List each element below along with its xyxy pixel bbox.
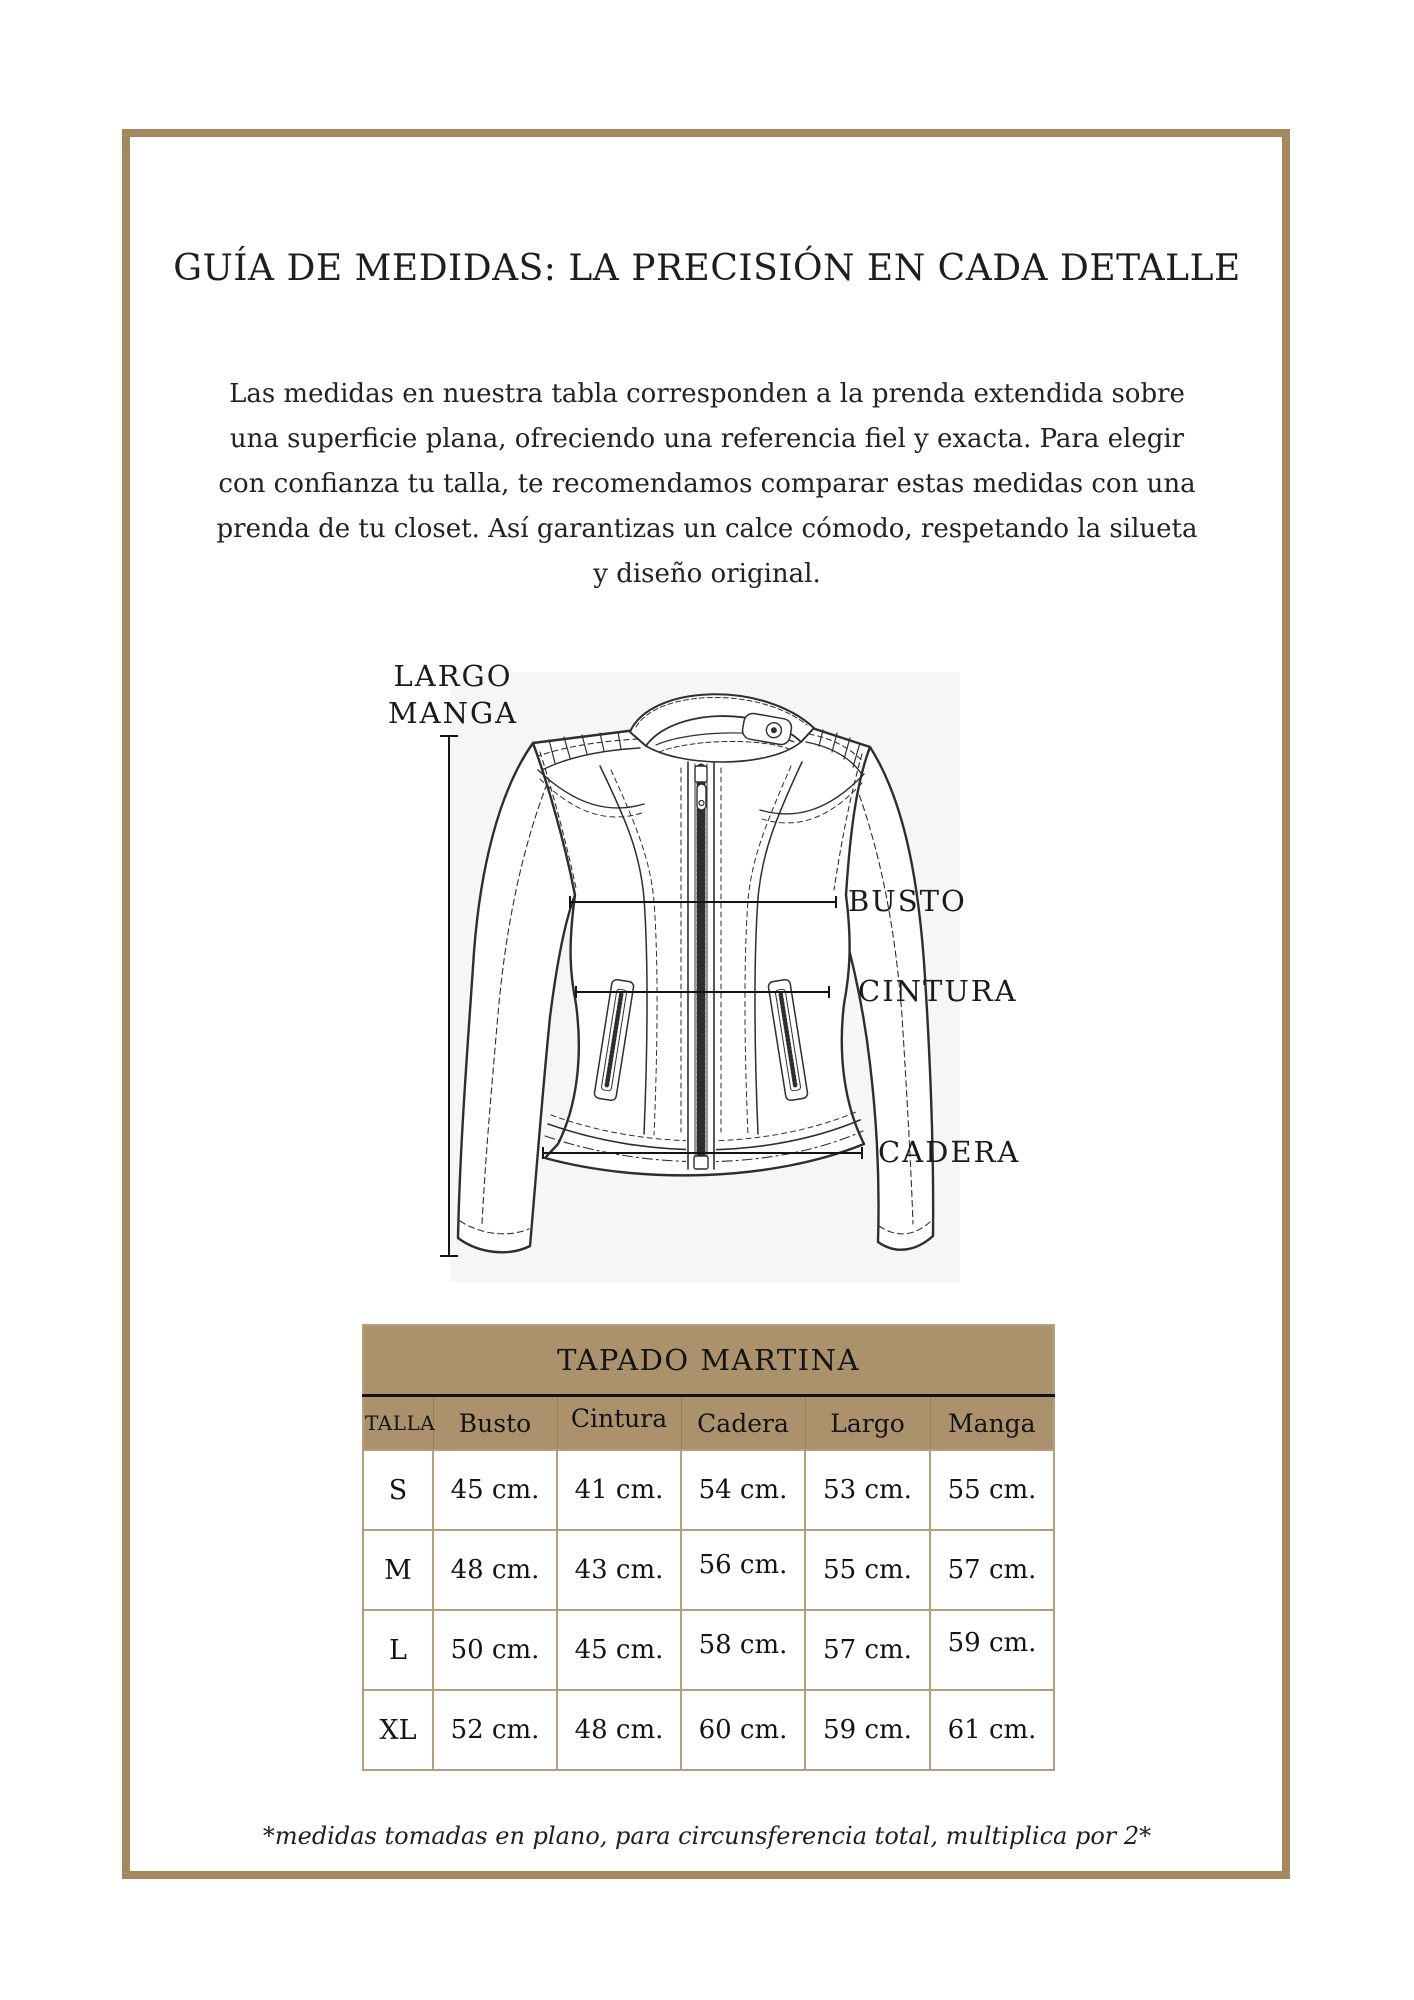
size-row-m [363,1530,1054,1610]
size-cell: 45 cm. [557,1610,681,1690]
col-header-busto: Busto [433,1396,557,1451]
size-table-title-row [363,1325,1054,1396]
size-cell: 53 cm. [805,1450,930,1530]
size-row-s [363,1450,1054,1530]
sleeve-length-label-line1: LARGO [393,659,513,693]
size-cell: 48 cm. [557,1690,681,1770]
intro-line-4: prenda de tu closet. Así garantizas un calce cómodo, respetando la silueta [216,514,1198,544]
page-title: GUÍA DE MEDIDAS: LA PRECISIÓN EN CADA DETALLE [173,248,1241,289]
col-header-cintura: Cintura [557,1396,681,1451]
size-cell: 50 cm. [433,1610,557,1690]
bust-measure-line [569,901,837,903]
size-cell: 55 cm. [930,1450,1054,1530]
size-cell: 59 cm. [805,1690,930,1770]
intro-line-1: Las medidas en nuestra tabla corresponden a la prenda extendida sobre [229,379,1185,409]
jacket-center-zipper [681,762,721,1169]
size-cell: 52 cm. [433,1690,557,1770]
waist-label: CINTURA [858,974,1018,1008]
size-cell: 54 cm. [681,1450,805,1530]
size-cell: 55 cm. [805,1530,930,1610]
size-table [362,1324,1055,1771]
size-cell: L [363,1610,433,1690]
size-cell: 43 cm. [557,1530,681,1610]
size-row-l [363,1610,1054,1690]
col-header-talla: TALLA [363,1396,433,1451]
col-header-largo: Largo [805,1396,930,1451]
size-cell: 41 cm. [557,1450,681,1530]
size-cell: 57 cm. [930,1530,1054,1610]
size-cell: M [363,1530,433,1610]
col-header-manga: Manga [930,1396,1054,1451]
size-table-title: TAPADO MARTINA [363,1325,1054,1396]
footnote: *medidas tomadas en plano, para circunsferencia total, multiplica por 2* [262,1822,1152,1850]
size-cell: S [363,1450,433,1530]
size-cell: 59 cm. [930,1610,1054,1690]
intro-line-2: una superficie plana, ofreciendo una referencia fiel y exacta. Para elegir [229,424,1185,454]
intro-paragraph [0,372,1414,597]
col-header-cadera: Cadera [681,1396,805,1451]
size-cell: 57 cm. [805,1610,930,1690]
bust-label: BUSTO [848,884,967,918]
sleeve-length-label-line2: MANGA [387,696,519,730]
intro-line-3: con confianza tu talla, te recomendamos comparar estas medidas con una [218,469,1196,499]
size-cell: 45 cm. [433,1450,557,1530]
size-table-header-row [363,1396,1054,1451]
size-cell: 61 cm. [930,1690,1054,1770]
hip-measure-line [542,1152,863,1154]
sleeve-length-measure-line [448,735,450,1257]
size-cell: 48 cm. [433,1530,557,1610]
size-cell: XL [363,1690,433,1770]
size-cell: 60 cm. [681,1690,805,1770]
hip-label: CADERA [878,1135,1021,1169]
size-cell: 58 cm. [681,1610,805,1690]
sleeve-length-label [353,658,553,732]
waist-measure-line [575,991,830,993]
size-cell: 56 cm. [681,1530,805,1610]
size-row-xl [363,1690,1054,1770]
intro-line-5: y diseño original. [593,559,821,589]
